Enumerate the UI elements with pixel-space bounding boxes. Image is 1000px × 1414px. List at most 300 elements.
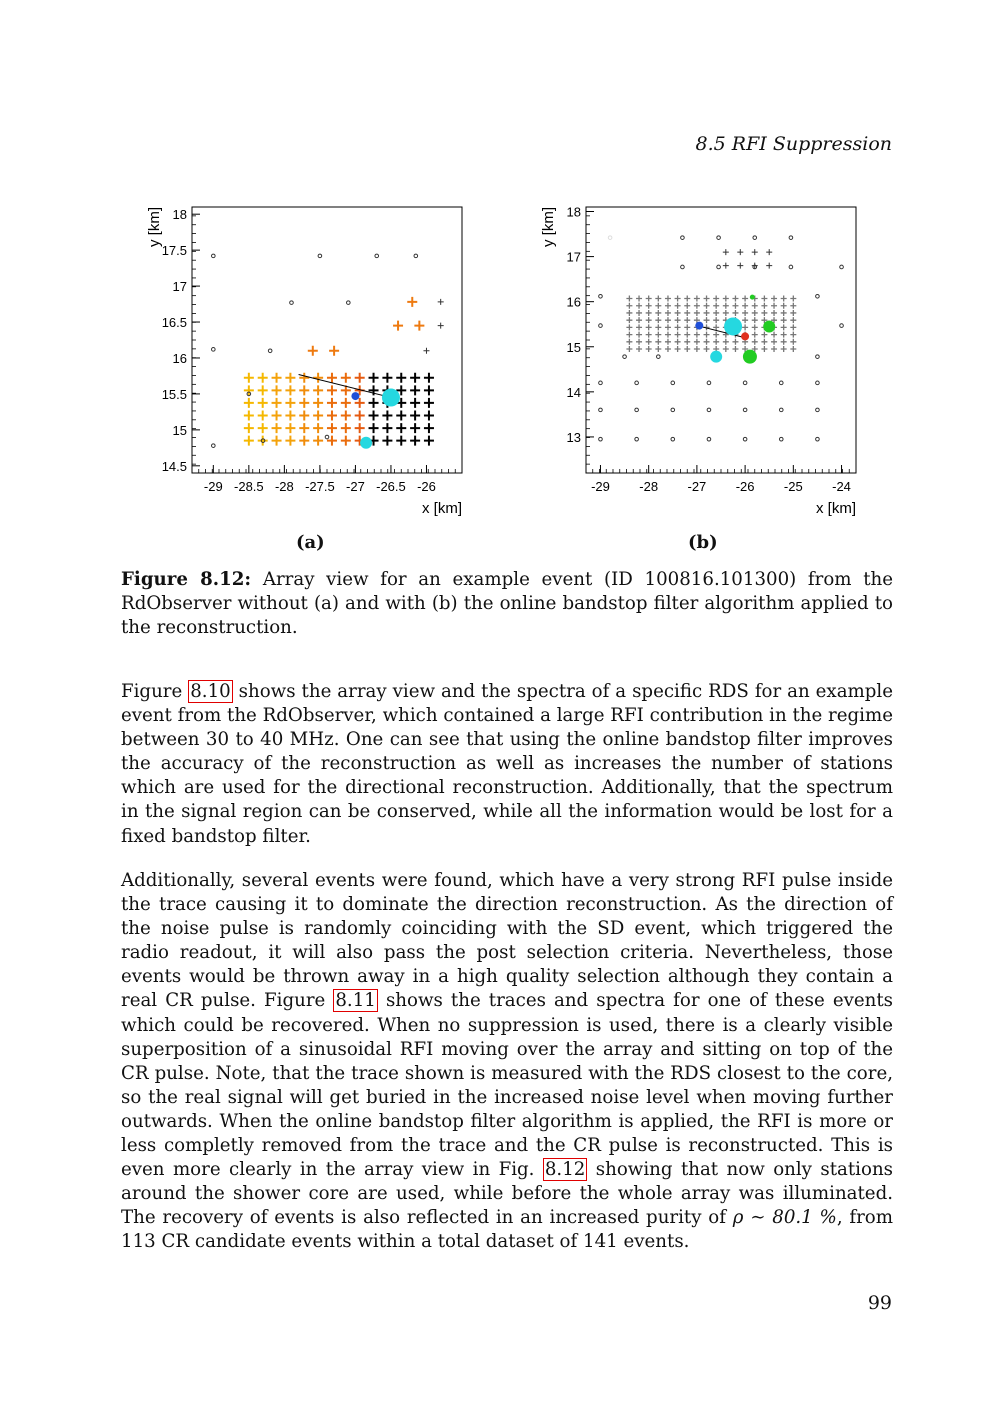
station-marker	[272, 385, 282, 395]
station-marker	[393, 321, 403, 331]
station-marker	[781, 324, 787, 330]
station-marker	[244, 398, 254, 408]
station-marker	[694, 339, 700, 345]
station-marker	[665, 296, 671, 302]
station-marker	[665, 324, 671, 330]
page-number: 99	[867, 1292, 892, 1314]
station-marker	[308, 346, 318, 356]
station-marker	[424, 373, 434, 383]
station-marker	[635, 437, 639, 441]
station-marker	[771, 296, 777, 302]
station-marker	[681, 236, 685, 240]
station-marker	[713, 310, 719, 316]
station-marker	[771, 339, 777, 345]
station-marker	[781, 332, 787, 338]
station-marker	[599, 324, 603, 328]
station-marker	[410, 398, 420, 408]
station-marker	[608, 236, 612, 240]
station-marker	[355, 410, 365, 420]
station-marker	[761, 332, 767, 338]
station-marker	[816, 355, 820, 359]
station-marker	[752, 249, 758, 255]
station-marker	[684, 317, 690, 323]
highlight-station-marker	[360, 437, 372, 449]
running-header: 8.5 RFI Suppression	[695, 133, 892, 155]
station-marker	[396, 373, 406, 383]
station-marker	[341, 436, 351, 446]
station-marker	[665, 332, 671, 338]
station-marker	[816, 294, 820, 298]
station-marker	[704, 339, 710, 345]
station-marker	[410, 410, 420, 420]
station-marker	[244, 385, 254, 395]
station-marker	[771, 346, 777, 352]
station-marker	[299, 398, 309, 408]
station-marker	[704, 317, 710, 323]
station-marker	[694, 332, 700, 338]
y-tick-label: 17	[566, 249, 581, 265]
station-marker	[382, 423, 392, 433]
station-marker	[742, 310, 748, 316]
x-axis-label: x [km]	[816, 500, 856, 517]
station-marker	[396, 410, 406, 420]
station-marker	[244, 436, 254, 446]
station-marker	[410, 373, 420, 383]
station-marker	[369, 423, 379, 433]
station-marker	[636, 339, 642, 345]
station-marker	[675, 339, 681, 345]
station-marker	[761, 310, 767, 316]
station-marker	[753, 236, 757, 240]
station-marker	[347, 301, 351, 305]
station-marker	[341, 398, 351, 408]
station-marker	[272, 398, 282, 408]
text-run: showing that now only stations around the shower core are used, while before the whole array was illuminated. The recovery of events is also reflected in an increased purity of	[121, 1159, 893, 1229]
station-marker	[671, 437, 675, 441]
station-marker	[626, 324, 632, 330]
station-marker	[626, 296, 632, 302]
x-tick-label: -27.5	[305, 479, 335, 494]
x-tick-label: -26	[417, 479, 436, 494]
station-marker	[743, 437, 747, 441]
station-marker	[635, 381, 639, 385]
station-marker	[732, 346, 738, 352]
station-marker	[790, 339, 796, 345]
station-marker	[329, 346, 339, 356]
station-marker	[244, 410, 254, 420]
station-marker	[665, 339, 671, 345]
station-marker	[655, 296, 661, 302]
station-marker	[382, 373, 392, 383]
station-marker	[790, 303, 796, 309]
station-marker	[704, 296, 710, 302]
station-marker	[675, 317, 681, 323]
station-marker	[646, 317, 652, 323]
station-marker	[675, 296, 681, 302]
station-marker	[258, 423, 268, 433]
station-marker	[313, 373, 323, 383]
station-marker	[752, 339, 758, 345]
y-tick-label: 18	[172, 207, 187, 223]
station-marker	[717, 236, 721, 240]
y-tick-label: 15.5	[161, 386, 187, 402]
highlight-station-marker	[695, 322, 703, 330]
station-marker	[761, 346, 767, 352]
plot-frame	[586, 207, 856, 473]
station-marker	[657, 355, 661, 359]
station-marker	[655, 332, 661, 338]
highlight-station-marker	[351, 392, 359, 400]
station-marker	[646, 346, 652, 352]
station-marker	[742, 317, 748, 323]
y-axis-label: y [km]	[540, 207, 557, 247]
station-marker	[684, 324, 690, 330]
station-marker	[681, 265, 685, 269]
station-marker	[655, 317, 661, 323]
station-marker	[407, 297, 417, 307]
station-marker	[636, 332, 642, 338]
station-marker	[684, 310, 690, 316]
station-marker	[341, 410, 351, 420]
station-marker	[671, 408, 675, 412]
station-marker	[675, 310, 681, 316]
station-marker	[781, 346, 787, 352]
station-marker	[258, 410, 268, 420]
station-marker	[752, 317, 758, 323]
station-marker	[313, 398, 323, 408]
station-marker	[713, 303, 719, 309]
station-marker	[325, 435, 329, 439]
station-marker	[258, 436, 268, 446]
station-marker	[635, 408, 639, 412]
station-marker	[707, 408, 711, 412]
y-tick-label: 14.5	[161, 458, 187, 474]
station-marker	[743, 381, 747, 385]
station-marker	[272, 436, 282, 446]
station-marker	[423, 348, 429, 354]
station-marker	[355, 423, 365, 433]
y-tick-label: 13	[566, 429, 581, 445]
station-marker	[410, 423, 420, 433]
station-marker	[789, 236, 793, 240]
station-marker	[665, 303, 671, 309]
highlight-station-marker	[710, 351, 722, 363]
station-marker	[636, 324, 642, 330]
station-marker	[665, 317, 671, 323]
station-marker	[655, 303, 661, 309]
station-marker	[742, 324, 748, 330]
station-marker	[723, 310, 729, 316]
station-marker	[327, 410, 337, 420]
station-marker	[779, 437, 783, 441]
station-marker	[675, 324, 681, 330]
station-marker	[704, 303, 710, 309]
station-marker	[790, 317, 796, 323]
station-marker	[414, 321, 424, 331]
x-tick-label: -27	[346, 479, 365, 494]
station-marker	[779, 408, 783, 412]
station-marker	[675, 346, 681, 352]
station-marker	[732, 339, 738, 345]
station-marker	[369, 398, 379, 408]
station-marker	[646, 303, 652, 309]
station-marker	[599, 381, 603, 385]
station-marker	[655, 339, 661, 345]
station-marker	[713, 296, 719, 302]
y-tick-label: 16	[172, 350, 187, 366]
station-marker	[675, 332, 681, 338]
station-marker	[258, 373, 268, 383]
station-marker	[212, 348, 216, 352]
station-marker	[752, 303, 758, 309]
text-run: , from 113 CR candidate events within a total dataset of 141 events.	[121, 1207, 893, 1253]
station-marker	[626, 339, 632, 345]
station-marker	[671, 381, 675, 385]
station-marker	[285, 385, 295, 395]
station-marker	[414, 254, 418, 258]
station-marker	[313, 436, 323, 446]
station-marker	[626, 303, 632, 309]
station-marker	[327, 398, 337, 408]
station-marker	[732, 296, 738, 302]
station-marker	[704, 346, 710, 352]
station-marker	[375, 254, 379, 258]
station-marker	[327, 385, 337, 395]
station-marker	[781, 310, 787, 316]
station-marker	[732, 303, 738, 309]
station-marker	[684, 303, 690, 309]
station-marker	[646, 339, 652, 345]
station-marker	[636, 296, 642, 302]
station-marker	[299, 410, 309, 420]
station-marker	[752, 332, 758, 338]
purity-value: ρ ∼ 80.1 %	[732, 1207, 837, 1229]
station-marker	[438, 323, 444, 329]
station-marker	[626, 317, 632, 323]
station-marker	[438, 299, 444, 305]
station-marker	[626, 346, 632, 352]
station-marker	[790, 324, 796, 330]
highlight-station-marker	[763, 320, 775, 332]
station-marker	[410, 436, 420, 446]
x-tick-label: -26.5	[376, 479, 406, 494]
station-marker	[737, 249, 743, 255]
station-marker	[717, 265, 721, 269]
station-marker	[299, 385, 309, 395]
station-marker	[299, 373, 309, 383]
station-marker	[355, 373, 365, 383]
station-marker	[424, 385, 434, 395]
station-marker	[646, 310, 652, 316]
figure-ref-8-10[interactable]: 8.10	[190, 681, 231, 702]
station-marker	[424, 410, 434, 420]
station-marker	[382, 436, 392, 446]
station-marker	[258, 398, 268, 408]
y-tick-label: 15	[566, 339, 581, 355]
station-marker	[742, 303, 748, 309]
station-marker	[694, 303, 700, 309]
station-marker	[424, 398, 434, 408]
station-marker	[723, 296, 729, 302]
highlight-station-marker	[743, 350, 757, 364]
station-marker	[694, 346, 700, 352]
station-marker	[704, 332, 710, 338]
station-marker	[743, 408, 747, 412]
station-marker	[623, 355, 627, 359]
station-marker	[626, 310, 632, 316]
station-marker	[313, 410, 323, 420]
station-marker	[781, 339, 787, 345]
station-marker	[752, 324, 758, 330]
station-marker	[790, 332, 796, 338]
station-marker	[396, 423, 406, 433]
station-marker	[272, 423, 282, 433]
station-marker	[665, 310, 671, 316]
station-marker	[646, 324, 652, 330]
station-marker	[684, 339, 690, 345]
station-marker	[599, 437, 603, 441]
station-marker	[285, 410, 295, 420]
station-marker	[258, 385, 268, 395]
station-marker	[737, 263, 743, 269]
y-tick-label: 14	[566, 384, 581, 400]
station-marker	[704, 310, 710, 316]
station-marker	[840, 324, 844, 328]
station-marker	[636, 346, 642, 352]
station-marker	[313, 423, 323, 433]
station-marker	[771, 332, 777, 338]
plot-frame	[192, 207, 462, 473]
station-marker	[723, 263, 729, 269]
x-tick-label: -25	[783, 479, 803, 494]
y-axis-label: y [km]	[146, 207, 163, 247]
station-marker	[341, 423, 351, 433]
shower-core-marker	[382, 389, 400, 407]
x-tick-label: -28	[274, 479, 294, 494]
text-run: shows the traces and spectra for one of these events which could be recovered. When no suppression is used, there is a clearly visible superposition of a sinusoidal RFI moving over the array and sitting on top of the CR pulse. Note, that the trace shown is measured with the RDS closest to the core, so the real signal will get buried in the increased noise level when moving further outwards. When the online bandstop filter algorithm is applied, the RFI is more or less completly removed from the trace and the CR pulse is reconstructed. This is even more clearly in the array view in Fig.	[121, 990, 893, 1181]
y-tick-label: 15	[172, 422, 187, 438]
station-marker	[790, 346, 796, 352]
station-marker	[766, 249, 772, 255]
y-tick-label: 16	[566, 294, 581, 310]
station-marker	[790, 310, 796, 316]
station-marker	[318, 254, 322, 258]
station-marker	[382, 410, 392, 420]
station-marker	[694, 296, 700, 302]
station-marker	[655, 346, 661, 352]
station-marker	[723, 249, 729, 255]
station-marker	[299, 436, 309, 446]
text-run: Additionally, several events were found, which have a very strong RFI pulse inside the trace causing it to dominate the direction reconstruction. As the direction of the noise pulse is randomly coinciding with the SD event, which triggered the radio readout, it will also pass the post selection criteria. Nevertheless, those events would be thrown away in a high quality selection although they contain a real CR pulse. Figure	[121, 870, 893, 1012]
station-marker	[212, 444, 216, 448]
station-marker	[713, 332, 719, 338]
station-marker	[742, 296, 748, 302]
y-tick-label: 17.5	[161, 243, 187, 259]
station-marker	[626, 332, 632, 338]
station-marker	[713, 339, 719, 345]
station-marker	[290, 301, 294, 305]
station-marker	[285, 436, 295, 446]
station-marker	[761, 303, 767, 309]
station-marker	[790, 296, 796, 302]
station-marker	[268, 349, 272, 353]
station-marker	[723, 346, 729, 352]
station-marker	[723, 303, 729, 309]
station-marker	[299, 423, 309, 433]
x-tick-label: -26	[735, 479, 755, 494]
array-view-plot-b	[534, 200, 874, 530]
station-marker	[636, 317, 642, 323]
station-marker	[327, 373, 337, 383]
station-marker	[694, 310, 700, 316]
station-marker	[369, 373, 379, 383]
x-tick-label: -29	[203, 479, 223, 494]
station-marker	[285, 398, 295, 408]
station-marker	[816, 408, 820, 412]
paragraph-2	[121, 869, 893, 1255]
x-axis-label: x [km]	[422, 500, 462, 517]
station-marker	[313, 385, 323, 395]
station-marker	[761, 339, 767, 345]
station-marker	[272, 373, 282, 383]
station-marker	[646, 332, 652, 338]
station-marker	[752, 310, 758, 316]
station-marker	[713, 317, 719, 323]
highlight-station-marker	[741, 332, 749, 340]
station-marker	[684, 346, 690, 352]
subfigure-label-a: (a)	[296, 532, 325, 553]
array-view-plot-a	[140, 200, 480, 530]
station-marker	[285, 373, 295, 383]
figure-caption	[121, 568, 893, 640]
highlight-station-marker	[750, 295, 755, 300]
station-marker	[599, 294, 603, 298]
station-marker	[655, 324, 661, 330]
station-marker	[424, 423, 434, 433]
station-marker	[723, 339, 729, 345]
station-marker	[781, 303, 787, 309]
station-marker	[212, 254, 216, 258]
station-marker	[684, 332, 690, 338]
caption-text: Array view for an example event (ID 100816.101300) from the RdObserver without (a) and with (b) the online bandstop filter algorithm applied to the reconstruction.	[121, 569, 894, 638]
x-tick-label: -28.5	[234, 479, 264, 494]
station-marker	[766, 263, 772, 269]
station-marker	[816, 437, 820, 441]
station-marker	[789, 265, 793, 269]
x-tick-label: -24	[832, 479, 851, 494]
station-marker	[779, 381, 783, 385]
station-marker	[781, 317, 787, 323]
station-marker	[244, 423, 254, 433]
paragraph-1	[121, 680, 893, 849]
station-marker	[707, 437, 711, 441]
station-marker	[244, 373, 254, 383]
x-tick-label: -27	[687, 479, 707, 494]
station-marker	[410, 385, 420, 395]
station-marker	[396, 436, 406, 446]
figure-ref-8-11[interactable]: 8.11	[335, 990, 376, 1012]
station-marker	[341, 373, 351, 383]
subfigure-label-b: (b)	[688, 532, 718, 553]
station-marker	[285, 423, 295, 433]
station-marker	[646, 296, 652, 302]
figure-ref-8-12[interactable]: 8.12	[544, 1159, 586, 1181]
station-marker	[665, 346, 671, 352]
station-marker	[761, 296, 767, 302]
text-run: Figure	[121, 681, 189, 702]
station-marker	[675, 303, 681, 309]
station-marker	[327, 423, 337, 433]
